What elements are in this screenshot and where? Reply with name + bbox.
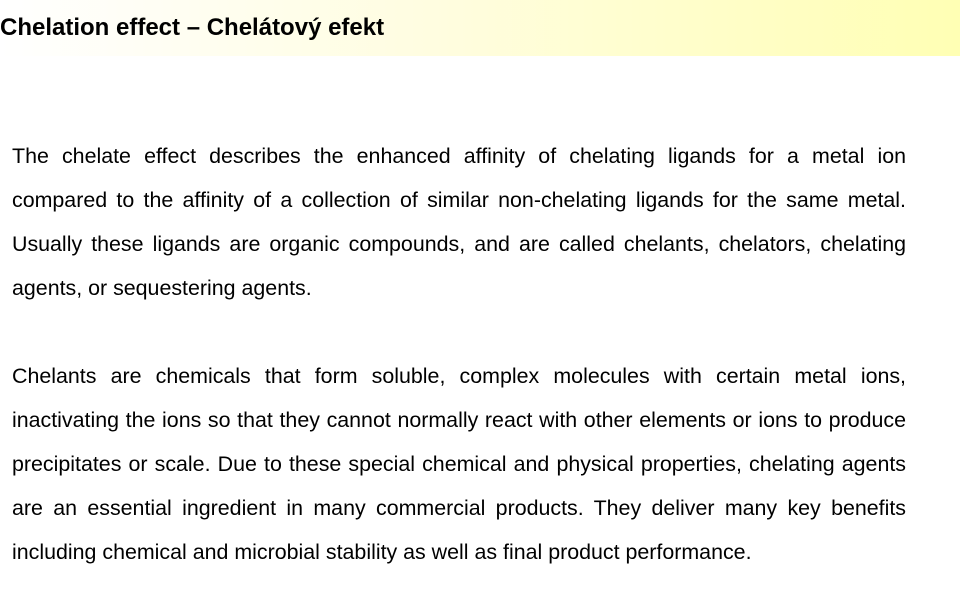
paragraph-chelants: Chelants are chemicals that form soluble, complex molecules with certain metal ions, inactivating the ions so that they cannot normally react with other elements or ions to produce precipitates or scale. Due to these special chemical and physical properties, chelating agents are an essential ingredient in many commercial products. They deliver many key benefits including chemical and microbial stability as well as final product performance. [12, 364, 906, 564]
paragraph-chelate-effect: The chelate effect describes the enhanced affinity of chelating ligands for a metal ion compared to the affinity of a collection of similar non-chelating ligands for the same metal. Usually these ligands are organic compounds, and are called chelants, chelators, chelating agents, or sequestering agents. [12, 144, 906, 300]
title-bar [0, 0, 960, 56]
slide-title: Chelation effect – Chelátový efekt [0, 14, 385, 41]
